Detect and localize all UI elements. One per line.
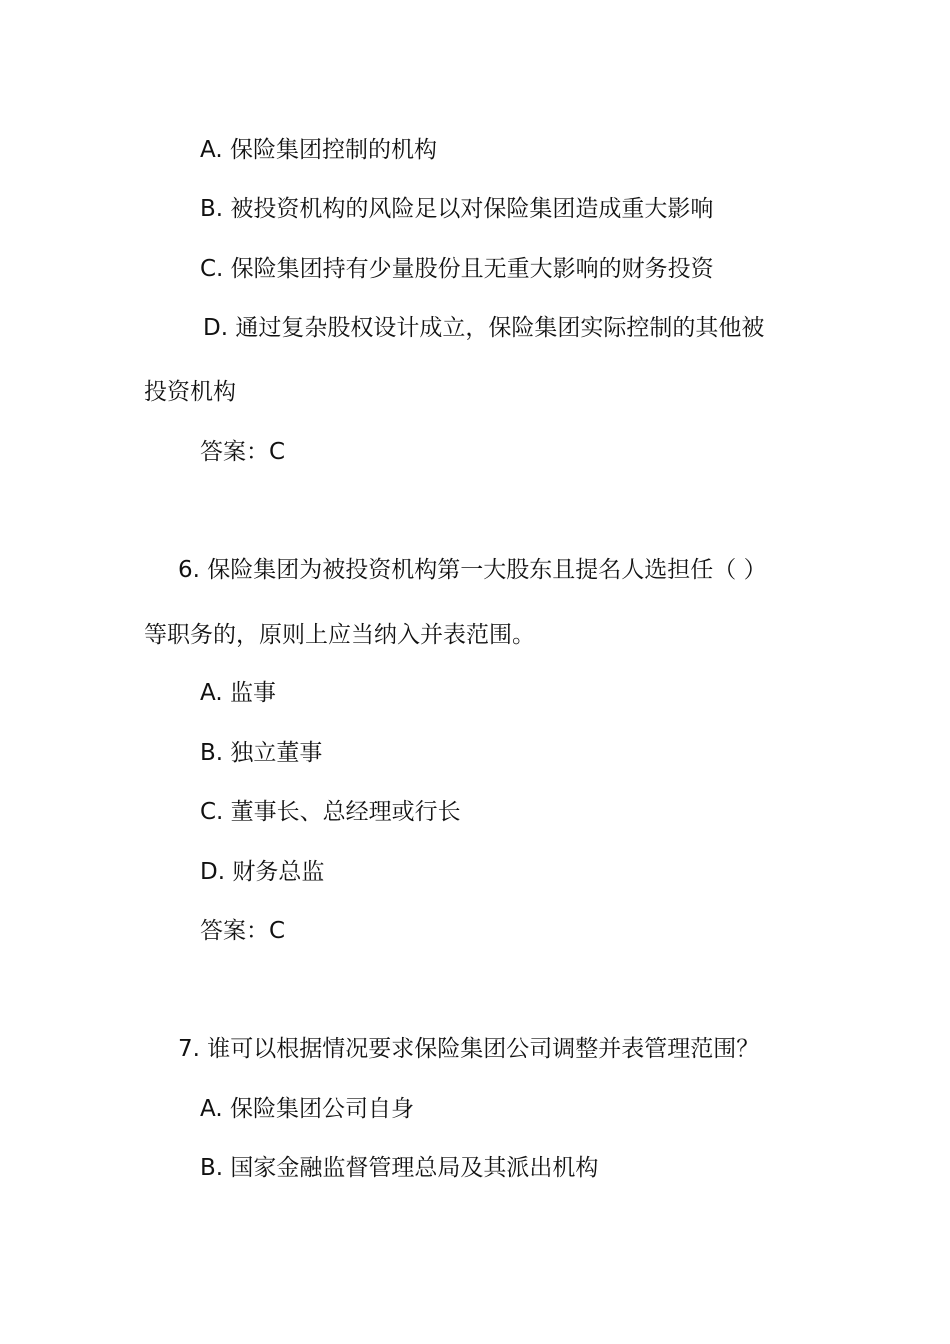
- q5-option-d-line1: D. 通过复杂股权设计成立，保险集团实际控制的其他被: [203, 315, 765, 341]
- q5-option-b: B. 被投资机构的风险足以对保险集团造成重大影响: [200, 196, 714, 222]
- q7-option-a: A. 保险集团公司自身: [200, 1096, 414, 1122]
- q5-option-a: A. 保险集团控制的机构: [200, 137, 437, 163]
- q6-question-line2: 等职务的，原则上应当纳入并表范围。: [144, 622, 535, 648]
- q5-option-d-line2: 投资机构: [144, 379, 236, 405]
- q6-option-c: C. 董事长、总经理或行长: [200, 799, 461, 825]
- q7-question: 7. 谁可以根据情况要求保险集团公司调整并表管理范围？: [178, 1036, 760, 1062]
- q5-answer: 答案：C: [200, 439, 286, 465]
- q5-option-c: C. 保险集团持有少量股份且无重大影响的财务投资: [200, 256, 714, 282]
- q6-option-a: A. 监事: [200, 680, 276, 706]
- q6-option-d: D. 财务总监: [200, 859, 325, 885]
- q6-option-b: B. 独立董事: [200, 740, 323, 766]
- q6-question-line1: 6. 保险集团为被投资机构第一大股东且提名人选担任（ ）: [178, 557, 767, 583]
- q6-answer: 答案：C: [200, 918, 286, 944]
- q7-option-b: B. 国家金融监督管理总局及其派出机构: [200, 1155, 599, 1181]
